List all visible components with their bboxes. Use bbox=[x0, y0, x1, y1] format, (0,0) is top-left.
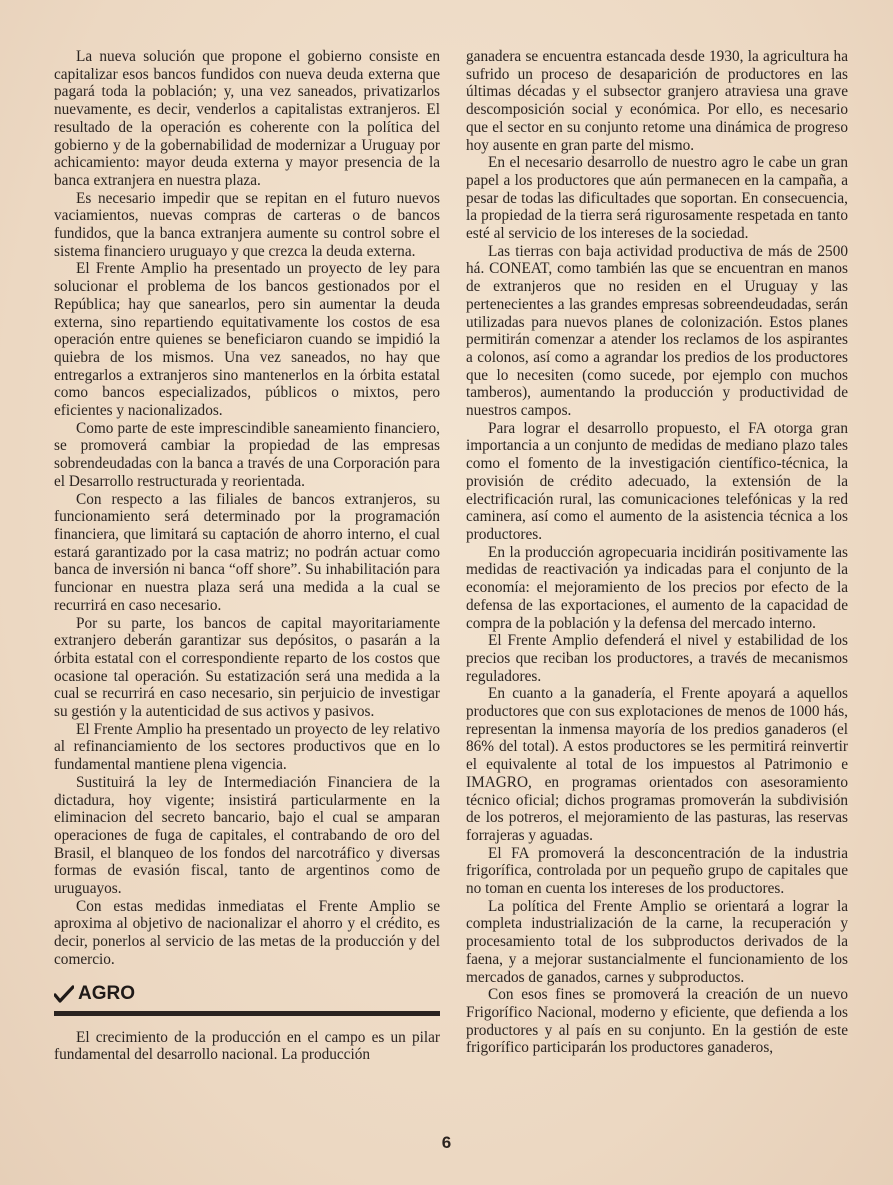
paragraph: Con respecto a las filiales de bancos extranjeros, su funcionamiento será determinado por la programación financiera, que limitará su captación de ahorro interno, el cual estará garantizado por la casa matriz; no podrán actuar como banca de inversión ni banca “off shore”. Su inhabilitación para funcionar en nuestra plaza será una medida a la cual se recurrirá en caso necesario. bbox=[54, 490, 440, 614]
paragraph-continuation: ganadera se encuentra estancada desde 1930, la agricultura ha sufrido un proceso de desaparición de productores en las últimas décadas y el subsector granjero atraviesa una grave descomposición social y económica. Por ello, es necesario que el sector en su conjunto retome una dinámica de progreso hoy ausente en gran parte del mismo. bbox=[466, 48, 848, 154]
paragraph: El crecimiento de la producción en el campo es un pilar fundamental del desarrollo nacional. La producción bbox=[54, 1028, 440, 1064]
paragraph: En cuanto a la ganadería, el Frente apoyará a aquellos productores que con sus explotaciones de menos de 1000 hás, representan la inmensa mayoría de los predios ganaderos (el 86% del total). A estos productores se les permitirá reinvertir el equivalente al total de los impuestos al Patrimonio e IMAGRO, en programas orientados con asesoramiento técnico oficial; dichos programas promoverán la subdivisión de los potreros, el mejoramiento de las pasturas, las reservas forrajeras y aguadas. bbox=[466, 685, 848, 844]
paragraph: El Frente Amplio ha presentado un proyecto de ley para solucionar el problema de los bancos gestionados por el República; hay que sanearlos, pero sin aumentar la deuda externa, sino repartiendo equitativamente los costos de esa operación entre quienes se beneficiaron cuando se impidió la quiebra de los mismos. Una vez saneados, no hay que entregarlos a extranjeros sino mantenerlos en la órbita estatal como bancos especializados, públicos o mixtos, pero eficientes y nacionalizados. bbox=[54, 260, 440, 420]
paragraph: El Frente Amplio defenderá el nivel y estabilidad de los precios que reciban los productores, a través de mecanismos reguladores. bbox=[466, 632, 848, 685]
paragraph: Es necesario impedir que se repitan en el futuro nuevos vaciamientos, nuevas compras de carteras o de bancos fundidos, que la banca extranjera aumente su control sobre el sistema financiero uruguayo y que crezca la deuda externa. bbox=[54, 189, 440, 260]
section-heading-text: AGRO bbox=[78, 982, 135, 1004]
paragraph: La nueva solución que propone el gobierno consiste en capitalizar esos bancos fundidos con nueva deuda externa que pagará toda la población; y, una vez saneados, privatizarlos nuevamente, es decir, venderlos a capitalistas extranjeros. El resultado de la operación es coherente con la política del gobierno y de la gobernabilidad de modernizar a Uruguay por achicamiento: mayor deuda externa y mayor presencia de la banca extranjera en nuestra plaza. bbox=[54, 48, 440, 189]
paragraph: El FA promoverá la desconcentración de la industria frigorífica, controlada por un pequeño grupo de capitales que no toman en cuenta los intereses de los productores. bbox=[466, 844, 848, 898]
paragraph: En el necesario desarrollo de nuestro agro le cabe un gran papel a los productores que aún permanecen en la campaña, a pesar de todas las dificultades que soportan. En consecuencia, la propiedad de la tierra será rigurosamente respetada en tanto esté al servicio de los intereses de la sociedad. bbox=[466, 154, 848, 243]
paragraph: Con esos fines se promoverá la creación de un nuevo Frigorífico Nacional, moderno y eficiente, que defienda a los productores y al país en su conjunto. En la gestión de este frigorífico participarán los productores ganaderos, bbox=[466, 986, 848, 1057]
section-heading-agro bbox=[54, 983, 440, 1005]
paragraph: En la producción agropecuaria incidirán positivamente las medidas de reactivación ya indicadas para el conjunto de la economía: el mejoramiento de los precios por efecto de la defensa de las exportaciones, el aumento de la capacidad de compra de la población y la defensa del mercado interno. bbox=[466, 543, 848, 632]
right-column bbox=[466, 48, 848, 1057]
page-number: 6 bbox=[441, 1133, 452, 1152]
paragraph: La política del Frente Amplio se orientará a lograr la completa industrialización de la carne, la recuperación y procesamiento total de los subproductos derivados de la faena, y a mejorar sustancialmente el funcionamiento de los mercados de ganados, carnes y subproductos. bbox=[466, 897, 848, 986]
paragraph: Las tierras con baja actividad productiva de más de 2500 há. CONEAT, como también las que se encuentran en manos de extranjeros que no residen en el Uruguay y las pertenecientes a las grandes empresas sobreendeudadas, serán utilizadas para nuevos planes de colonización. Estos planes permitirán comenzar a atender los reclamos de los aspirantes a colonos, así como a agrandar los predios de los productores que lo necesiten (como sucede, por ejemplo con muchos tamberos), aumentando la producción y productividad de nuestros campos. bbox=[466, 242, 848, 420]
checkmark-icon bbox=[54, 985, 74, 1003]
left-column bbox=[54, 48, 440, 1064]
paragraph: Con estas medidas inmediatas el Frente Amplio se aproxima al objetivo de nacionalizar el ahorro y el crédito, es decir, ponerlos al servicio de las metas de la producción y del comercio. bbox=[54, 897, 440, 968]
paragraph: Para lograr el desarrollo propuesto, el FA otorga gran importancia a un conjunto de medidas de mediano plazo tales como el fomento de la investigación científico-técnica, la provisión de crédito adecuado, la extensión de la electrificación rural, las comunicaciones telefónicas y la red caminera, así como el aumento de la asistencia técnica a los productores. bbox=[466, 419, 848, 543]
paragraph: El Frente Amplio ha presentado un proyecto de ley relativo al refinanciamiento de los sectores productivos que en lo fundamental mantiene plena vigencia. bbox=[54, 720, 440, 774]
paragraph: Sustituirá la ley de Intermediación Financiera de la dictadura, hoy vigente; insistirá particularmente en la eliminacion del secreto bancario, bajo el cual se amparan operaciones de fuga de capitales, el contrabando de oro del Brasil, el blanqueo de los fondos del narcotráfico y diversas formas de evasión fiscal, tanto de argentinos como de uruguayos. bbox=[54, 773, 440, 898]
paragraph: Por su parte, los bancos de capital mayoritariamente extranjero deberán garantizar sus depósitos, o pasarán a la órbita estatal con el correspondiente reparto de los costos que ocasione tal operación. Su estatización será una medida a la cual se recurrirá en caso necesario, sin perjuicio de investigar su gestión y la autenticidad de sus activos y pasivos. bbox=[54, 614, 440, 721]
section-divider bbox=[54, 1011, 440, 1016]
paragraph: Como parte de este imprescindible saneamiento financiero, se promoverá cambiar la propiedad de las empresas sobrendeudadas con la banca a través de una Corporación para el Desarrollo restructurada y reorientada. bbox=[54, 419, 440, 490]
